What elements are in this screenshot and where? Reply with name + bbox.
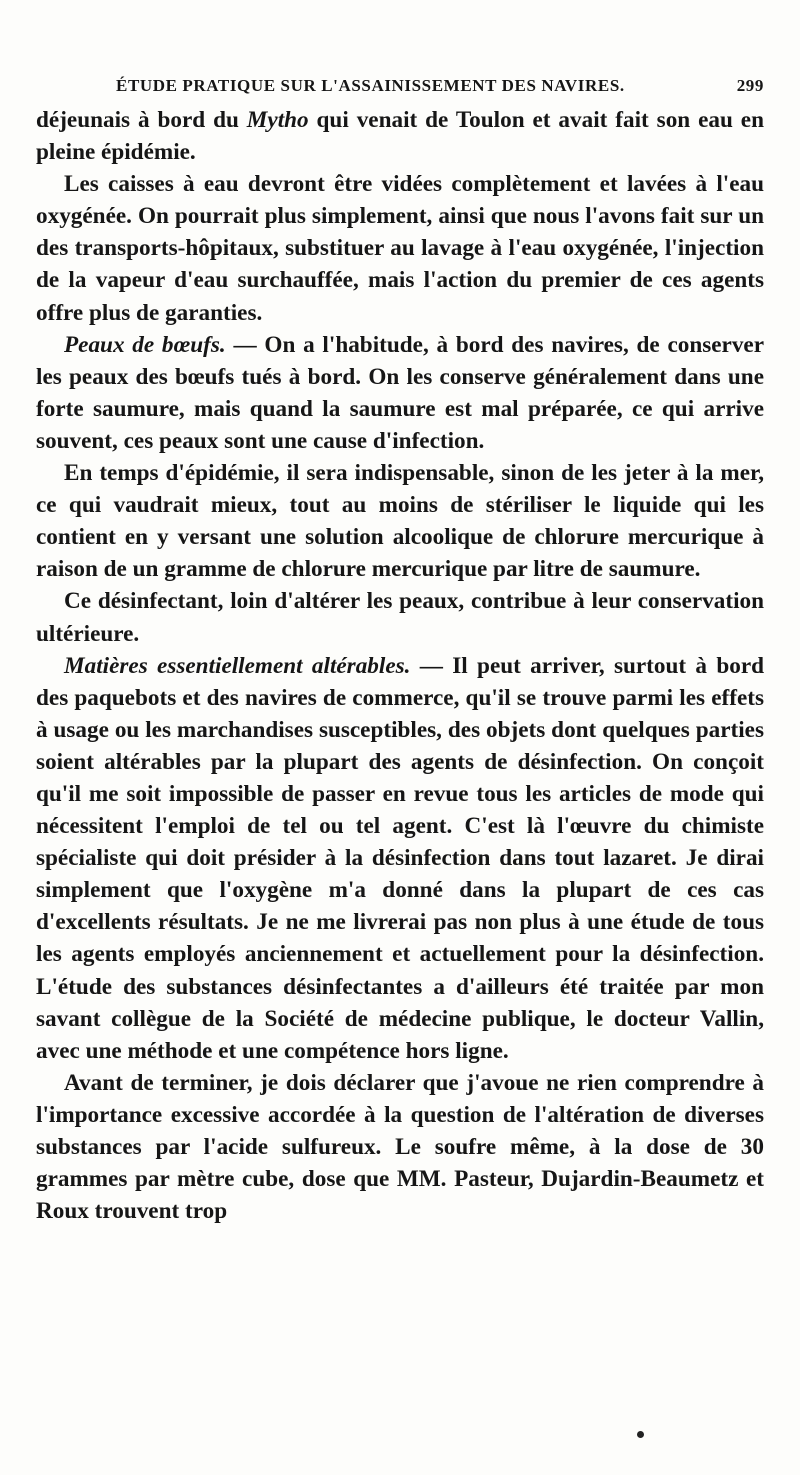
body-text bbox=[36, 104, 764, 1227]
paragraph-disinfectant: Ce désinfectant, loin d'altérer les peaux, contribue à leur conservation ultérieure. bbox=[36, 588, 764, 647]
running-header bbox=[36, 76, 764, 100]
running-title: ÉTUDE PRATIQUE SUR L'ASSAINISSEMENT DES NAVIRES. bbox=[116, 76, 625, 95]
section-heading: Matières essentiellement altérables. bbox=[64, 652, 411, 679]
paragraph-ox-hides bbox=[36, 329, 764, 457]
paragraph-alterable-materials bbox=[36, 650, 764, 1067]
paragraph-epidemic: En temps d'épidémie, il sera indispensable, sinon de les jeter à la mer, ce qui vaudrait mieux, tout au moins de stériliser le liquide qui les contient en y versant une solution alcoolique de chlorure mercurique à raison de un gramme de chlorure mercurique par litre de saumure. bbox=[36, 460, 764, 583]
page-number: 299 bbox=[736, 76, 764, 95]
paragraph-text: qui venait de Toulon et avait fait son eau en pleine épidémie. bbox=[36, 107, 764, 166]
paragraph-continued bbox=[36, 104, 764, 168]
paragraph-text: — On a l'habitude, à bord des navires, de conserver les peaux des bœufs tués à bord. On les conserve généralement dans une forte saumure, mais quand la saumure est mal préparée, ce qui arrive souvent, ces peaux sont une cause d'infection. bbox=[36, 331, 765, 454]
section-heading: Peaux de bœufs. bbox=[64, 331, 226, 358]
paragraph-conclusion: Avant de terminer, je dois déclarer que j'avoue ne rien comprendre à l'importance excessive accordée à la question de l'altération de diverses substances par l'acide sulfureux. Le soufre même, à la dose de 30 grammes par mètre cube, dose que MM. Pasteur, Dujardin-Beaumetz et Roux trouvent trop bbox=[36, 1069, 764, 1225]
paragraph-water-tanks: Les caisses à eau devront être vidées complètement et lavées à l'eau oxygénée. On pourrait plus simplement, ainsi que nous l'avons fait sur un des transports-hôpitaux, substituer au lavage à l'eau oxygénée, l'injection de la vapeur d'eau surchauffée, mais l'action du premier de ces agents offre plus de garanties. bbox=[36, 171, 764, 326]
ink-speck bbox=[637, 1431, 644, 1438]
ship-name: Mytho bbox=[246, 107, 309, 133]
paragraph-text: — Il peut arriver, surtout à bord des paquebots et des navires de commerce, qu'il se trouve parmi les effets à usage ou les marchandises susceptibles, des objets dont quelques parties soient altérables par la plupart des agents de désinfection. On conçoit qu'il me soit impossible de passer en revue tous les articles de mode qui nécessitent l'emploi de tel ou tel agent. C'est là l'œuvre du chimiste spécialiste qui doit présider à la désinfection dans tout lazaret. Je dirai simplement que l'oxygène m'a donné dans la plupart de ces cas d'excellents résultats. Je ne me livrerai pas non plus à une étude de tous les agents employés anciennement et actuellement pour la désinfection. L'étude des substances désinfectantes a d'ailleurs été traitée par mon savant collègue de la Société de médecine publique, le docteur Vallin, avec une méthode et une compétence hors ligne. bbox=[36, 652, 765, 1064]
paragraph-text: déjeunais à bord du bbox=[36, 107, 247, 133]
